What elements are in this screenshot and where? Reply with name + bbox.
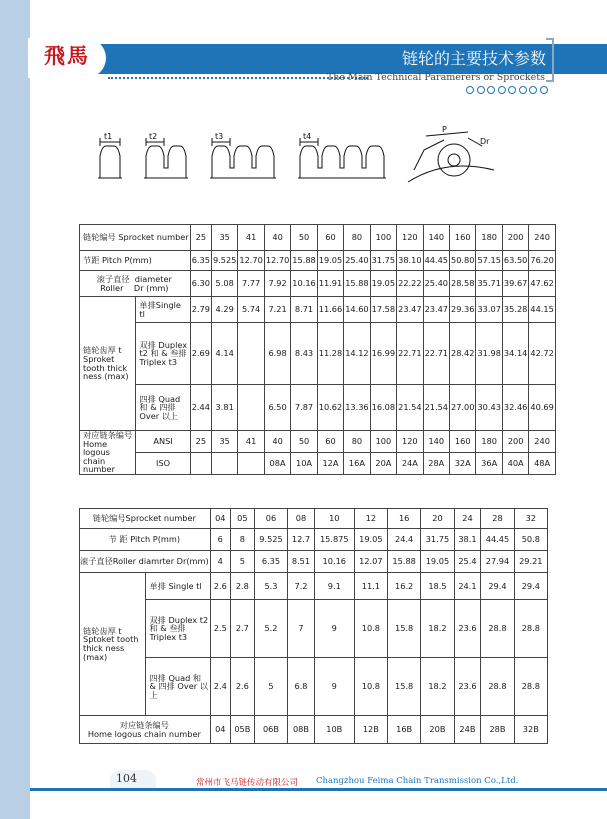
table-cell: 6.30 (190, 271, 211, 297)
chain-number-label: 对应链条编号 Home logous chain number (80, 716, 211, 744)
company-name-en: Changzhou Feima Chain Transmission Co.,Ltd. (316, 776, 519, 786)
table-cell: 15.8 (388, 600, 421, 658)
table-cell: 12.07 (354, 551, 387, 573)
quad-over-label: 四排 Quad 和 & 四排 Over 以上 (136, 385, 190, 431)
table-cell: 8.43 (291, 323, 317, 385)
table-cell: 19.05 (421, 551, 454, 573)
table-cell: 50.80 (450, 251, 476, 271)
table-cell: 24A (397, 453, 423, 475)
table-cell: 2.6 (230, 658, 254, 716)
table-cell: 2.69 (190, 323, 211, 385)
table-cell: 10B (314, 716, 354, 744)
table-cell: 5 (230, 551, 254, 573)
table-cell: 32.46 (502, 385, 528, 431)
table-cell: 22.22 (397, 271, 423, 297)
table-cell: 7.77 (238, 271, 264, 297)
table-cell: 44.15 (529, 297, 555, 323)
table-cell: 40A (502, 453, 528, 475)
table-cell: 27.94 (481, 551, 514, 573)
table-row (80, 431, 556, 453)
table-cell: 05B (230, 716, 254, 744)
table-cell: 32B (514, 716, 547, 744)
table-cell: 16B (388, 716, 421, 744)
table-cell: 19.05 (354, 529, 387, 551)
table-cell: 36A (476, 453, 502, 475)
sprocket-number-label: 链轮编号Sprocket number (80, 509, 211, 529)
t2-tooth-profile (146, 146, 186, 178)
table-cell: 9.525 (211, 251, 237, 271)
sprocket-spec-table-a (79, 224, 556, 475)
table-row (80, 600, 548, 658)
table-cell: 50.8 (514, 529, 547, 551)
single-row-label: 单排Single tl (136, 297, 190, 323)
table-cell: 6.35 (190, 251, 211, 271)
table-cell: 5.3 (254, 573, 287, 600)
tooth-thickness-label: 链轮齿厚 t Sproket tooth thick ness (max) (80, 297, 136, 431)
table-cell (190, 453, 211, 475)
table-cell: 10.16 (314, 551, 354, 573)
page-title: 链轮的主要技术参数 (401, 49, 546, 68)
table-cell: 3.81 (211, 385, 237, 431)
table-cell: 12.70 (264, 251, 290, 271)
table-cell: 10A (291, 453, 317, 475)
table-cell: 20A (370, 453, 396, 475)
table-cell: 2.8 (230, 573, 254, 600)
table-cell: 28.58 (450, 271, 476, 297)
table-cell: 9.525 (254, 529, 287, 551)
table-cell: 160 (450, 431, 476, 453)
table-cell: 47.62 (529, 271, 555, 297)
table-row (80, 251, 556, 271)
table-cell: 16 (388, 509, 421, 529)
iso-label: ISO (136, 453, 190, 475)
table-cell: 15.88 (344, 271, 370, 297)
table-cell (211, 453, 237, 475)
table-cell: 16.99 (370, 323, 396, 385)
table-cell: 6.50 (264, 385, 290, 431)
table-cell: 2.6 (210, 573, 230, 600)
t4-tooth-profile (300, 146, 384, 178)
table-cell: 50 (291, 431, 317, 453)
table-cell: 04 (210, 716, 230, 744)
table-row (80, 453, 556, 475)
table-cell: 8.71 (291, 297, 317, 323)
table-cell: 11.66 (317, 297, 343, 323)
pitch-label: P (442, 125, 447, 134)
table-cell: 08 (288, 509, 315, 529)
table-cell: 12B (354, 716, 387, 744)
table-cell: 23.6 (454, 600, 481, 658)
table-cell: 28.8 (514, 658, 547, 716)
table-cell: 15.88 (291, 251, 317, 271)
table-cell: 32 (514, 509, 547, 529)
table-cell: 240 (529, 225, 555, 251)
table-row (80, 716, 548, 744)
table-cell: 29.36 (450, 297, 476, 323)
table-cell: 60 (317, 225, 343, 251)
table-cell: 12A (317, 453, 343, 475)
table-cell: 21.54 (397, 385, 423, 431)
pitch-label: 节 距 Pitch P(mm) (80, 529, 211, 551)
table-cell: 63.50 (502, 251, 528, 271)
table-cell: 180 (476, 431, 502, 453)
table-cell: 38.10 (397, 251, 423, 271)
table-cell: 60 (317, 431, 343, 453)
table-cell: 7.92 (264, 271, 290, 297)
table-cell: 35.71 (476, 271, 502, 297)
table-cell: 44.45 (481, 529, 514, 551)
table-cell: 29.4 (481, 573, 514, 600)
table-cell: 76.20 (529, 251, 555, 271)
table-cell: 9.1 (314, 573, 354, 600)
table-cell: 39.67 (502, 271, 528, 297)
table-cell: 18.5 (421, 573, 454, 600)
table-row (80, 573, 548, 600)
table-cell: 29.21 (514, 551, 547, 573)
pitch-label: 节距 Pitch P(mm) (80, 251, 191, 271)
table-row (80, 529, 548, 551)
table-cell: 11.1 (354, 573, 387, 600)
table-cell (238, 453, 264, 475)
table-cell: 25.4 (454, 551, 481, 573)
table-cell: 27.00 (450, 385, 476, 431)
table-cell: 21.54 (423, 385, 449, 431)
table-cell: 2.79 (190, 297, 211, 323)
table-cell: 20B (421, 716, 454, 744)
table-cell: 5 (254, 658, 287, 716)
table-cell: 25.40 (344, 251, 370, 271)
t1-tooth-profile (100, 146, 120, 178)
table-cell: 33.07 (476, 297, 502, 323)
single-row-label: 单排 Single tl (146, 573, 210, 600)
table-cell: 100 (370, 431, 396, 453)
chain-number-label: 对应链条编号 Home logous chain number (80, 431, 136, 475)
t2-label: t2 (149, 132, 158, 141)
table-row (80, 271, 556, 297)
table-cell: 28 (481, 509, 514, 529)
table-cell: 100 (370, 225, 396, 251)
table-cell: 28A (423, 453, 449, 475)
table-cell: 2.4 (210, 658, 230, 716)
table-cell: 14.12 (344, 323, 370, 385)
table-cell: 80 (344, 431, 370, 453)
table-row (80, 323, 556, 385)
duplex-triplex-label: 双排 Duplex t2 和 & 叁排 Triplex t3 (136, 323, 190, 385)
table-cell: 15.875 (314, 529, 354, 551)
table-cell: 120 (397, 225, 423, 251)
table-cell: 15.88 (388, 551, 421, 573)
table-cell: 31.75 (421, 529, 454, 551)
table-cell (238, 385, 264, 431)
table-cell: 160 (450, 225, 476, 251)
table-cell: 200 (502, 225, 528, 251)
table-cell: 19.05 (317, 251, 343, 271)
table-cell: 12 (354, 509, 387, 529)
table-row (80, 225, 556, 251)
sprocket-profile-diagram (96, 124, 496, 194)
tooth-thickness-label: 链轮齿厚 t Sptoket tooth thick ness (max) (80, 573, 146, 716)
footer-band (30, 788, 607, 791)
table-cell: 24 (454, 509, 481, 529)
table-cell: 48A (529, 453, 555, 475)
table-cell: 180 (476, 225, 502, 251)
table-row (80, 297, 556, 323)
t1-label: t1 (104, 132, 113, 141)
table-cell: 25 (190, 431, 211, 453)
table-cell: 12.70 (238, 251, 264, 271)
page-number: 104 (110, 770, 156, 788)
table-cell: 200 (502, 431, 528, 453)
table-cell: 28.8 (514, 600, 547, 658)
t4-label: t4 (303, 132, 312, 141)
table-cell: 10.8 (354, 600, 387, 658)
table-cell: 23.6 (454, 658, 481, 716)
table-cell (238, 323, 264, 385)
table-cell: 42.72 (529, 323, 555, 385)
table-row (80, 509, 548, 529)
table-cell: 16A (344, 453, 370, 475)
table-cell: 6 (210, 529, 230, 551)
table-cell: 10 (314, 509, 354, 529)
table-cell: 05 (230, 509, 254, 529)
table-cell: 11.28 (317, 323, 343, 385)
roller-diameter-label: 滚子直径 diameter Roller Dr (mm) (80, 271, 191, 297)
table-cell: 31.75 (370, 251, 396, 271)
dr-label: Dr (480, 137, 490, 146)
table-cell: 11.91 (317, 271, 343, 297)
table-cell: 32A (450, 453, 476, 475)
table-cell: 41 (238, 225, 264, 251)
table-cell: 2.7 (230, 600, 254, 658)
table-cell: 23.47 (397, 297, 423, 323)
table-cell: 22.71 (423, 323, 449, 385)
table-cell: 5.08 (211, 271, 237, 297)
table-cell: 35 (211, 431, 237, 453)
title-bracket (546, 38, 554, 82)
table-cell: 14.60 (344, 297, 370, 323)
table-cell: 2.5 (210, 600, 230, 658)
table-cell: 35 (211, 225, 237, 251)
table-cell: 5.74 (238, 297, 264, 323)
table-cell: 140 (423, 431, 449, 453)
table-cell: 16.08 (370, 385, 396, 431)
table-cell: 13.36 (344, 385, 370, 431)
roller-diameter-label: 滚子直径Roller diamrter Dr(mm) (80, 551, 211, 573)
table-cell: 35.28 (502, 297, 528, 323)
table-cell: 9 (314, 600, 354, 658)
table-cell: 25 (190, 225, 211, 251)
table-cell: 20 (421, 509, 454, 529)
sprocket-number-label: 链轮编号 Sprocket number (80, 225, 191, 251)
table-cell: 12.7 (288, 529, 315, 551)
decorative-circles (466, 86, 548, 94)
table-cell: 24.1 (454, 573, 481, 600)
quad-over-label: 四排 Quad 和 & 四排 Over 以上 (146, 658, 210, 716)
page-subtitle: The Main Technical Paramerers or Sprockets (326, 72, 545, 83)
table-cell: 28.8 (481, 658, 514, 716)
t3-tooth-profile (212, 146, 274, 178)
table-cell: 06 (254, 509, 287, 529)
table-cell: 44.45 (423, 251, 449, 271)
table-cell: 22.71 (397, 323, 423, 385)
table-row (80, 385, 556, 431)
table-cell: 40 (264, 225, 290, 251)
table-cell: 6.35 (254, 551, 287, 573)
table-cell: 8.51 (288, 551, 315, 573)
table-cell: 23.47 (423, 297, 449, 323)
roller-circle (438, 144, 470, 176)
table-cell: 18.2 (421, 600, 454, 658)
table-cell: 18.2 (421, 658, 454, 716)
table-cell: 40 (264, 431, 290, 453)
duplex-triplex-label: 双排 Duplex t2 和 & 叁排 Triplex t3 (146, 600, 210, 658)
table-cell: 30.43 (476, 385, 502, 431)
table-cell: 7 (288, 600, 315, 658)
table-cell: 04 (210, 509, 230, 529)
brand-logo: 飛馬 (44, 43, 90, 68)
table-cell: 08B (288, 716, 315, 744)
table-cell: 6.8 (288, 658, 315, 716)
table-cell: 120 (397, 431, 423, 453)
sprocket-spec-table-b (79, 508, 548, 744)
table-cell: 24.4 (388, 529, 421, 551)
table-cell: 10.16 (291, 271, 317, 297)
table-cell: 50 (291, 225, 317, 251)
table-cell: 8 (230, 529, 254, 551)
table-cell: 28.8 (481, 600, 514, 658)
table-cell: 16.2 (388, 573, 421, 600)
table-cell: 41 (238, 431, 264, 453)
table-cell: 5.2 (254, 600, 287, 658)
table-cell: 10.62 (317, 385, 343, 431)
table-row (80, 551, 548, 573)
table-cell: 7.87 (291, 385, 317, 431)
table-cell: 10.8 (354, 658, 387, 716)
table-cell: 4.14 (211, 323, 237, 385)
ansi-label: ANSI (136, 431, 190, 453)
table-cell: 28.42 (450, 323, 476, 385)
table-cell: 28B (481, 716, 514, 744)
table-cell: 140 (423, 225, 449, 251)
t3-label: t3 (215, 132, 224, 141)
table-cell: 240 (529, 431, 555, 453)
table-cell: 06B (254, 716, 287, 744)
table-cell: 2.44 (190, 385, 211, 431)
table-cell: 38.1 (454, 529, 481, 551)
table-cell: 31.98 (476, 323, 502, 385)
table-cell: 24B (454, 716, 481, 744)
table-cell: 17.58 (370, 297, 396, 323)
table-cell: 08A (264, 453, 290, 475)
table-cell: 15.8 (388, 658, 421, 716)
table-cell: 4 (210, 551, 230, 573)
company-name-cn: 常州市飞马链传动有限公司 (196, 778, 299, 788)
table-cell: 25.40 (423, 271, 449, 297)
table-cell: 40.69 (529, 385, 555, 431)
table-cell: 9 (314, 658, 354, 716)
table-cell: 7.2 (288, 573, 315, 600)
left-color-strip (0, 0, 30, 819)
table-cell: 57.15 (476, 251, 502, 271)
table-cell: 7.21 (264, 297, 290, 323)
table-cell: 29.4 (514, 573, 547, 600)
table-cell: 6.98 (264, 323, 290, 385)
table-row (80, 658, 548, 716)
table-cell: 19.05 (370, 271, 396, 297)
table-cell: 80 (344, 225, 370, 251)
table-cell: 4.29 (211, 297, 237, 323)
table-cell: 34.14 (502, 323, 528, 385)
